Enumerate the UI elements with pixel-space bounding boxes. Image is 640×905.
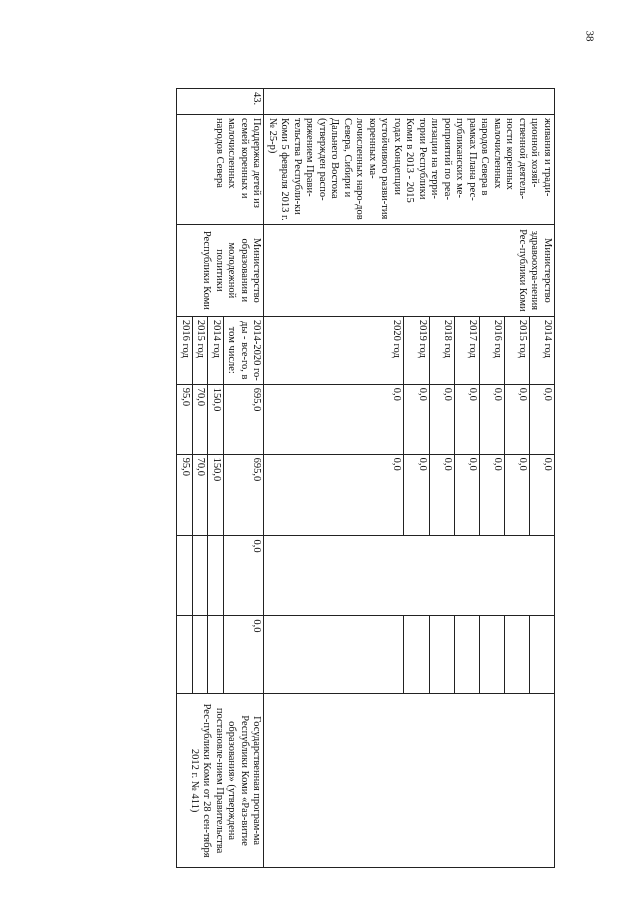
mb-cell — [429, 616, 454, 694]
table-container — [40, 88, 555, 868]
mb-cell — [479, 616, 504, 694]
mb-cell — [193, 616, 209, 694]
mb-cell — [264, 616, 404, 694]
mb-cell: 0,0 — [224, 616, 265, 694]
year-cell: 2019 год — [404, 316, 429, 384]
mb-cell — [454, 616, 479, 694]
rb-cell: 0,0 — [404, 454, 429, 536]
total-cell: 0,0 — [529, 384, 554, 454]
mb-cell — [504, 616, 529, 694]
fb-cell — [264, 536, 555, 616]
year-cell: 2014 год — [208, 316, 224, 384]
total-cell: 0,0 — [429, 384, 454, 454]
row-number: 43. — [177, 89, 264, 115]
year-cell: 2015 год — [504, 316, 529, 384]
year-cell: 2017 год — [454, 316, 479, 384]
rb-cell: 70,0 — [193, 454, 209, 536]
total-cell: 70,0 — [193, 384, 209, 454]
program-cell: Государственная програм-ма Республики Коми «Раз-витие образования» (утверждена постановле-нием Правительства Рес-публики Коми от 28 сен-тября 2012 г. № 411) — [177, 694, 264, 868]
year-cell: 2015 год — [193, 316, 209, 384]
rb-cell: 0,0 — [454, 454, 479, 536]
fb-cell — [193, 536, 209, 616]
executor: Министерство образования и молодежной политики Республики Коми — [177, 224, 264, 316]
rotated-page — [40, 88, 555, 868]
rb-cell: 0,0 — [504, 454, 529, 536]
rb-cell: 150,0 — [208, 454, 224, 536]
page-number: 38 — [583, 30, 596, 42]
row-number — [264, 89, 555, 115]
rb-cell: 0,0 — [429, 454, 454, 536]
mb-cell — [529, 616, 554, 694]
fb-cell — [208, 536, 224, 616]
total-cell: 0,0 — [504, 384, 529, 454]
total-cell: 0,0 — [479, 384, 504, 454]
total-cell: 150,0 — [208, 384, 224, 454]
rb-cell: 695,0 — [224, 454, 265, 536]
measure-name: Поддержка детей из семей коренных и малочисленных народов Севера — [177, 114, 264, 224]
program-cell — [264, 694, 555, 868]
total-cell: 0,0 — [404, 384, 429, 454]
rb-cell: 0,0 — [264, 454, 404, 536]
mb-cell — [208, 616, 224, 694]
mb-cell — [404, 616, 429, 694]
total-cell: 0,0 — [454, 384, 479, 454]
fb-cell — [177, 536, 193, 616]
program-table — [177, 88, 556, 868]
table-row — [224, 89, 265, 868]
year-cell: 2016 год — [479, 316, 504, 384]
period-cell: 2014-2020 го-ды - все-го, в том числе: — [224, 316, 265, 384]
rb-cell: 95,0 — [177, 454, 193, 536]
year-cell: 2014 год — [529, 316, 554, 384]
fb-cell: 0,0 — [224, 536, 265, 616]
rb-cell: 0,0 — [479, 454, 504, 536]
rb-cell: 0,0 — [529, 454, 554, 536]
year-cell: 2018 год — [429, 316, 454, 384]
total-cell: 95,0 — [177, 384, 193, 454]
executor: Министерство здравоохра-нения Рес-публики Коми — [264, 224, 555, 316]
total-cell: 0,0 — [264, 384, 404, 454]
year-cell: 2016 год — [177, 316, 193, 384]
year-cell: 2020 год — [264, 316, 404, 384]
mb-cell — [177, 616, 193, 694]
total-cell: 695,0 — [224, 384, 265, 454]
measure-name: живания и тради-ционной хозяй-ственной деятель-ности коренных малочисленных народов Севера в рамках Плана рес-публиканских ме-роприятий по реа-лизации на терри-тории Республики Коми в 2013 - 2015 годах Концепции устойчивого разви-тия коренных ма-лочисленных наро-дов Севера, Сибири и Дальнего Востока (утвержден распо-ряжением Прави-тельства Республи-ки Коми 5 февраля 2013 г. № 25-р) — [264, 114, 555, 224]
table-row — [529, 89, 554, 868]
